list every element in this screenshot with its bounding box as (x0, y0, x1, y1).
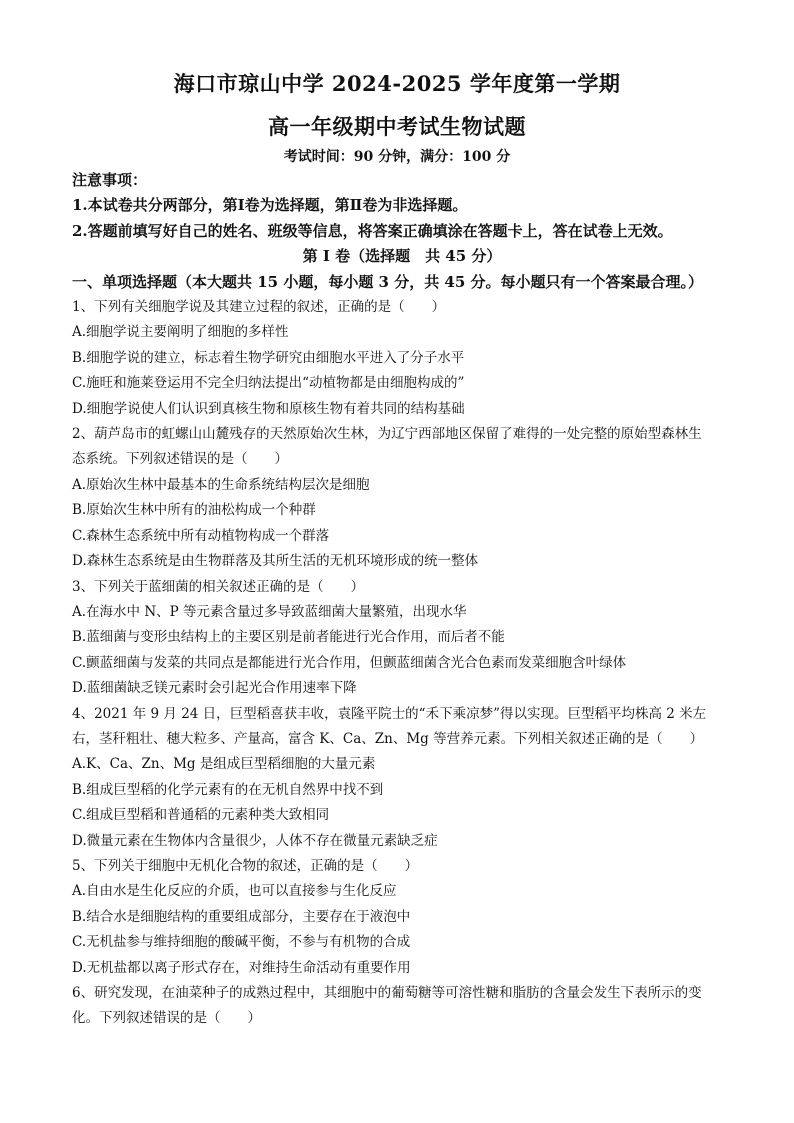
option-a: A.原始次生林中最基本的生命系统结构层次是细胞 (72, 476, 370, 493)
option-a: A.在海水中 N、P 等元素含量过多导致蓝细菌大量繁殖，出现水华 (72, 603, 467, 620)
question-1 (72, 295, 732, 422)
notice-heading: 注意事项： (72, 171, 148, 189)
option-c: C.颤蓝细菌与发菜的共同点是都能进行光合作用，但颤蓝细菌含光合色素而发菜细胞含叶绿体 (72, 654, 627, 671)
question-stem: 2、葫芦岛市的虹螺山山麓残存的天然原始次生林，为辽宁西部地区保留了难得的一处完整的原始型森林生 (72, 426, 702, 443)
question-stem-continued: 右，茎秆粗壮、穗大粒多、产量高，富含 K、Ca、Zn、Mg 等营养元素。下列相关叙述正确的是（ ） (72, 730, 704, 747)
exam-body (72, 168, 732, 1032)
option-a: A.自由水是生化反应的介质，也可以直接参与生化反应 (72, 883, 397, 900)
question-3 (72, 575, 732, 702)
question-stem: 4、2021 年 9 月 24 日，巨型稻喜获丰收，袁隆平院士的“禾下乘凉梦”得以实现。巨型稻平均株高 2 米左 (72, 705, 707, 722)
option-b: B.组成巨型稻的化学元素有的在无机自然界中找不到 (72, 781, 384, 798)
option-d: D.森林生态系统是由生物群落及其所生活的无机环境形成的统一整体 (72, 553, 479, 570)
option-c: C.组成巨型稻和普通稻的元素种类大致相同 (72, 807, 330, 824)
option-c: C.施旺和施莱登运用不完全归纳法提出“动植物都是由细胞构成的” (72, 375, 465, 392)
option-d: D.细胞学说使人们认识到真核生物和原核生物有着共同的结构基础 (72, 400, 465, 417)
section-heading: 一、单项选择题（本大题共 15 小题，每小题 3 分，共 45 分。每小题只有一个答案最合理。） (72, 272, 704, 291)
question-stem-continued: 化。下列叙述错误的是（ ） (72, 1010, 261, 1027)
exam-title-school: 海口市琼山中学 2024-2025 学年度第一学期 (173, 71, 621, 96)
notice-item-2: 2.答题前填写好自己的姓名、班级等信息，将答案正确填涂在答题卡上，答在试卷上无效。 (72, 221, 673, 240)
question-stem: 6、研究发现，在油菜种子的成熟过程中，其细胞中的葡萄糖等可溶性糖和脂肪的含量会发生下表所示的变 (72, 985, 702, 1001)
option-d: D.无机盐都以离子形式存在，对维持生命活动有重要作用 (72, 959, 411, 976)
question-5 (72, 854, 732, 981)
option-b: B.蓝细菌与变形虫结构上的主要区别是前者能进行光合作用，而后者不能 (72, 629, 505, 646)
question-stem-continued: 态系统。下列叙述错误的是（ ） (72, 451, 288, 468)
option-b: B.结合水是细胞结构的重要组成部分，主要存在于液泡中 (72, 908, 411, 925)
part-one-title: 第 I 卷（选择题 共 45 分） (302, 247, 502, 266)
question-2 (72, 422, 732, 574)
question-4 (72, 702, 732, 854)
option-b: B.细胞学说的建立，标志着生物学研究由细胞水平进入了分子水平 (72, 349, 465, 366)
exam-time-score: 考试时间：90 分钟，满分：100 分 (283, 149, 511, 165)
question-stem: 3、下列关于蓝细菌的相关叙述正确的是（ ） (72, 578, 365, 595)
question-stem: 1、下列有关细胞学说及其建立过程的叙述，正确的是（ ） (72, 299, 446, 316)
question-stem: 5、下列关于细胞中无机化合物的叙述，正确的是（ ） (72, 857, 419, 874)
exam-title-subject: 高一年级期中考试生物试题 (268, 114, 526, 139)
option-a: A.K、Ca、Zn、Mg 是组成巨型稻细胞的大量元素 (72, 756, 376, 773)
option-c: C.无机盐参与维持细胞的酸碱平衡，不参与有机物的合成 (72, 934, 411, 951)
option-b: B.原始次生林中所有的油松构成一个种群 (72, 502, 316, 519)
notice-item-1: 1.本试卷共分两部分，第Ⅰ卷为选择题，第Ⅱ卷为非选择题。 (72, 196, 468, 215)
option-d: D.蓝细菌缺乏镁元素时会引起光合作用速率下降 (72, 680, 357, 697)
option-d: D.微量元素在生物体内含量很少，人体不存在微量元素缺乏症 (72, 832, 438, 849)
question-6 (72, 981, 732, 1032)
option-a: A.细胞学说主要阐明了细胞的多样性 (72, 324, 289, 341)
option-c: C.森林生态系统中所有动植物构成一个群落 (72, 527, 330, 544)
